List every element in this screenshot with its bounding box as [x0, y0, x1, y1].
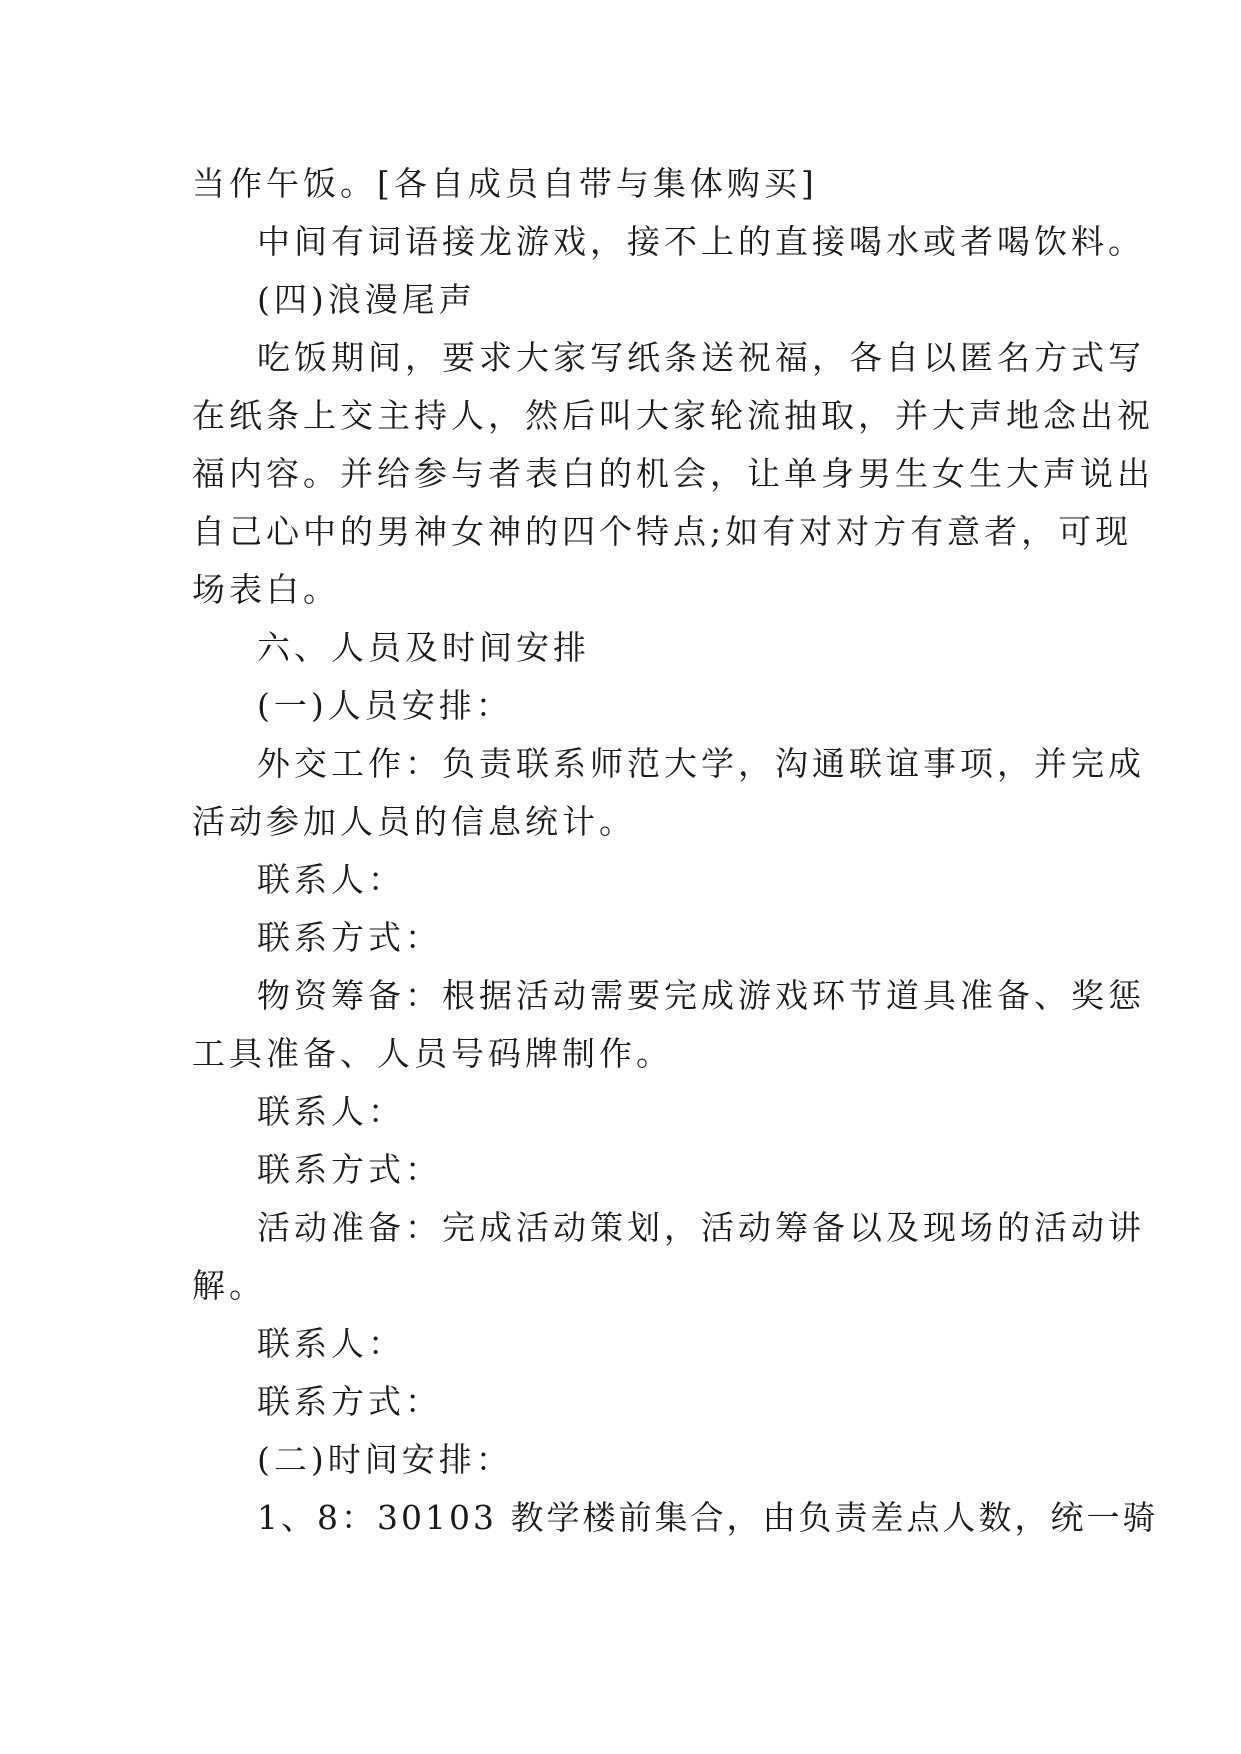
text-line: 活动准备：完成活动策划，活动筹备以及现场的活动讲 — [257, 1208, 1145, 1247]
text-line: 外交工作：负责联系师范大学，沟通联谊事项，并完成 — [257, 744, 1145, 783]
text-line: 当作午饭。[各自成员自带与集体购买] — [192, 164, 818, 203]
section-heading: (四)浪漫尾声 — [257, 280, 476, 319]
text-line: 中间有词语接龙游戏，接不上的直接喝水或者喝饮料。 — [257, 222, 1145, 261]
text-line: 活动参加人员的信息统计。 — [192, 802, 636, 841]
contact-method-label: 联系方式： — [257, 1150, 442, 1189]
contact-person-label: 联系人： — [257, 1092, 405, 1131]
contact-method-label: 联系方式： — [257, 1382, 442, 1421]
contact-person-label: 联系人： — [257, 1324, 405, 1363]
text-line: 工具准备、人员号码牌制作。 — [192, 1034, 673, 1073]
contact-person-label: 联系人： — [257, 860, 405, 899]
text-line: 在纸条上交主持人，然后叫大家轮流抽取，并大声地念出祝 — [192, 396, 1154, 435]
subsection-heading: (一)人员安排： — [257, 686, 513, 725]
text-line: 福内容。并给参与者表白的机会，让单身男生女生大声说出 — [192, 454, 1154, 493]
text-line: 场表白。 — [192, 570, 340, 609]
text-line: 1、8：30103 教学楼前集合，由负责差点人数，统一骑 — [257, 1498, 1159, 1537]
contact-method-label: 联系方式： — [257, 918, 442, 957]
text-line: 自己心中的男神女神的四个特点;如有对对方有意者，可现 — [192, 512, 1133, 551]
subsection-heading: (二)时间安排： — [257, 1440, 513, 1479]
section-heading: 六、人员及时间安排 — [257, 628, 590, 667]
text-line: 吃饭期间，要求大家写纸条送祝福，各自以匿名方式写 — [257, 338, 1145, 377]
text-line: 物资筹备：根据活动需要完成游戏环节道具准备、奖惩 — [257, 976, 1145, 1015]
text-line: 解。 — [192, 1266, 266, 1305]
